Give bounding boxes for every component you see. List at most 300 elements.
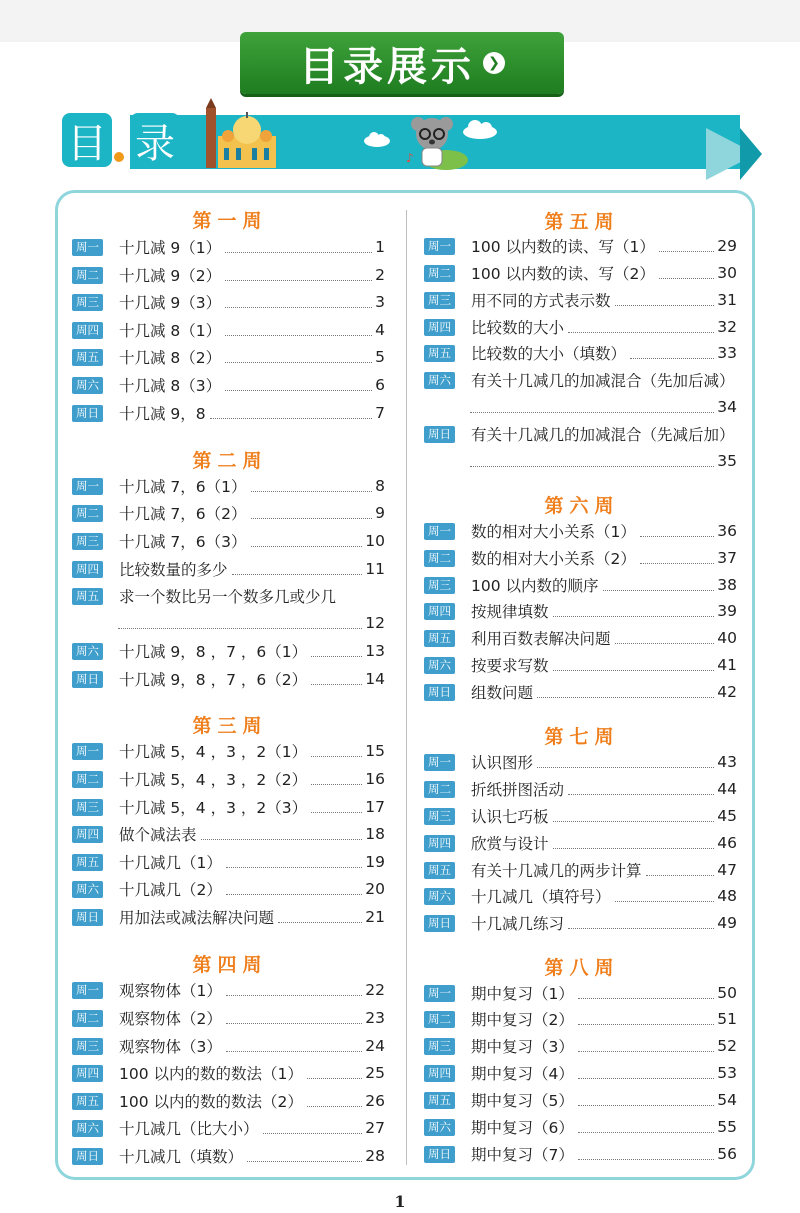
dot-leader xyxy=(659,267,714,279)
page-ref: 36 xyxy=(717,522,737,540)
toc-entry[interactable] xyxy=(72,236,385,258)
entry-title: 比较数的大小 xyxy=(471,319,565,337)
dot-leader xyxy=(247,1150,362,1162)
toc-entry[interactable] xyxy=(72,585,385,607)
day-badge: 周三 xyxy=(424,292,455,309)
toc-entry[interactable] xyxy=(424,912,737,934)
day-badge: 周一 xyxy=(72,982,103,999)
toc-entry[interactable] xyxy=(72,319,385,341)
page-ref: 14 xyxy=(365,670,385,688)
entry-title: 比较数量的多少 xyxy=(119,561,228,579)
day-badge: 周三 xyxy=(424,577,455,594)
toc-entry[interactable] xyxy=(424,1089,737,1111)
page-number: 1 xyxy=(394,1192,406,1211)
entry-title: 100 以内的数的数法（1） xyxy=(119,1065,303,1083)
day-badge: 周日 xyxy=(72,405,103,422)
day-badge: 周四 xyxy=(424,835,455,852)
day-badge: 周五 xyxy=(424,345,455,362)
entry-title: 十几减 5，4 ，3 ，2（2） xyxy=(119,771,308,789)
page-ref: 43 xyxy=(717,753,737,771)
dot-leader xyxy=(568,917,714,929)
dot-leader xyxy=(578,987,714,999)
entry-title: 利用百数表解决问题 xyxy=(471,630,611,648)
entry-title: 100 以内数的顺序 xyxy=(471,577,599,595)
toc-entry[interactable] xyxy=(72,668,385,690)
entry-title: 观察物体（2） xyxy=(119,1010,222,1028)
entry-title: 期中复习（6） xyxy=(471,1119,574,1137)
dot-leader xyxy=(225,379,372,391)
dot-leader xyxy=(263,1122,363,1134)
page-ref: 21 xyxy=(365,908,385,926)
week-title: 第三周 xyxy=(192,715,268,737)
entry-title: 欣赏与设计 xyxy=(471,835,549,853)
dot-leader xyxy=(578,1013,714,1025)
toc-entry[interactable] xyxy=(72,346,385,368)
day-badge: 周四 xyxy=(424,319,455,336)
dot-leader xyxy=(311,645,362,657)
page-ref: 47 xyxy=(717,861,737,879)
page-ref: 13 xyxy=(365,642,385,660)
dot-leader xyxy=(251,480,373,492)
page-ref: 3 xyxy=(375,293,385,311)
entry-title: 十几减几（2） xyxy=(119,881,222,899)
entry-title: 期中复习（7） xyxy=(471,1146,574,1164)
toc-entry[interactable] xyxy=(424,1062,737,1084)
toc-entry[interactable] xyxy=(72,796,385,818)
toc-entry[interactable] xyxy=(424,1116,737,1138)
page-ref: 49 xyxy=(717,914,737,932)
page-ref: 25 xyxy=(365,1064,385,1082)
day-badge: 周六 xyxy=(72,1120,103,1137)
day-badge: 周四 xyxy=(72,1065,103,1082)
dot-leader xyxy=(640,525,714,537)
entry-title: 十几减 9（3） xyxy=(119,294,222,312)
toc-entry[interactable] xyxy=(72,502,385,524)
toc-entry[interactable] xyxy=(424,832,737,854)
dot-leader xyxy=(553,837,715,849)
entry-title: 十几减 5，4 ，3 ，2（1） xyxy=(119,743,308,761)
dot-leader xyxy=(537,686,714,698)
day-badge: 周二 xyxy=(72,1010,103,1027)
day-badge: 周一 xyxy=(72,239,103,256)
page-ref: 18 xyxy=(365,825,385,843)
toc-entry[interactable] xyxy=(424,885,737,907)
entry-title: 十几减 7，6（2） xyxy=(119,505,247,523)
page-ref: 42 xyxy=(717,683,737,701)
day-badge: 周四 xyxy=(424,603,455,620)
entry-title: 求一个数比另一个数多几或少几 xyxy=(119,588,337,606)
week-title: 第八周 xyxy=(544,957,620,979)
page-ref: 22 xyxy=(365,981,385,999)
week-title: 第七周 xyxy=(544,726,620,748)
toc-entry[interactable] xyxy=(72,1035,385,1057)
dot-leader xyxy=(278,911,362,923)
entry-title: 期中复习（4） xyxy=(471,1065,574,1083)
toc-entry[interactable] xyxy=(72,979,385,1001)
day-badge: 周五 xyxy=(424,1092,455,1109)
section-banner xyxy=(240,32,564,94)
toc-entry[interactable] xyxy=(424,982,737,1004)
entry-title: 有关十几减几的两步计算 xyxy=(471,862,642,880)
toc-entry[interactable] xyxy=(424,805,737,827)
page-ref: 40 xyxy=(717,629,737,647)
toc-entry[interactable] xyxy=(424,627,737,649)
day-badge: 周四 xyxy=(72,322,103,339)
svg-text:♪: ♪ xyxy=(406,151,414,165)
dot-leader xyxy=(470,455,714,467)
dot-leader xyxy=(470,401,714,413)
dot-leader xyxy=(311,801,362,813)
cloud-icon xyxy=(362,130,392,148)
page-ref: 6 xyxy=(375,376,385,394)
dot-leader xyxy=(615,294,715,306)
entry-title: 十几减几（填数） xyxy=(119,1148,244,1166)
entry-title: 100 以内数的读、写（2） xyxy=(471,265,655,283)
entry-title: 十几减 7，6（3） xyxy=(119,533,247,551)
toc-entry[interactable] xyxy=(424,1143,737,1165)
toc-entry[interactable] xyxy=(424,316,737,338)
page-ref: 33 xyxy=(717,344,737,362)
dot-leader xyxy=(537,756,714,768)
day-badge: 周四 xyxy=(72,561,103,578)
toc-entry[interactable] xyxy=(72,264,385,286)
page-ref: 39 xyxy=(717,602,737,620)
day-badge: 周日 xyxy=(424,1146,455,1163)
banner-title: 目录展示 xyxy=(299,43,475,90)
toc-entry[interactable] xyxy=(424,778,737,800)
toc-entry[interactable] xyxy=(424,289,737,311)
dot-leader xyxy=(225,269,372,281)
day-badge: 周一 xyxy=(424,985,455,1002)
entry-title: 十几减 9（2） xyxy=(119,267,222,285)
toc-entry[interactable] xyxy=(72,1062,385,1084)
dot-leader xyxy=(578,1148,714,1160)
dot-leader xyxy=(251,507,373,519)
dot-leader xyxy=(307,1067,362,1079)
entry-title: 数的相对大小关系（2） xyxy=(471,550,636,568)
day-badge: 周五 xyxy=(72,1093,103,1110)
entry-title: 按要求写数 xyxy=(471,657,549,675)
entry-title: 认识七巧板 xyxy=(471,808,549,826)
entry-title: 认识图形 xyxy=(471,754,534,772)
page-ref: 11 xyxy=(365,560,385,578)
dot-leader xyxy=(311,773,362,785)
week-title: 第四周 xyxy=(192,954,268,976)
dot-leader xyxy=(226,883,362,895)
entry-title: 期中复习（3） xyxy=(471,1038,574,1056)
entry-title: 组数问题 xyxy=(471,684,534,702)
dot-leader xyxy=(225,296,372,308)
toc-entry[interactable] xyxy=(72,823,385,845)
entry-title: 十几减 5，4 ，3 ，2（3） xyxy=(119,799,308,817)
page-ref: 30 xyxy=(717,264,737,282)
day-badge: 周日 xyxy=(424,684,455,701)
day-badge: 周一 xyxy=(424,238,455,255)
toc-entry[interactable] xyxy=(72,1117,385,1139)
toc-entry[interactable] xyxy=(424,1035,737,1057)
toc-entry[interactable] xyxy=(72,768,385,790)
toc-entry[interactable] xyxy=(72,530,385,552)
toc-entry[interactable] xyxy=(72,878,385,900)
toc-entry[interactable] xyxy=(72,906,385,928)
page-ref: 1 xyxy=(375,238,385,256)
page-ref: 37 xyxy=(717,549,737,567)
toc-entry[interactable] xyxy=(424,520,737,542)
day-badge: 周三 xyxy=(72,1038,103,1055)
day-badge: 周一 xyxy=(72,478,103,495)
chevron-down-icon: ❯ xyxy=(483,52,505,74)
entry-title: 有关十几减几的加减混合（先加后减） xyxy=(471,372,735,390)
week-title: 第五周 xyxy=(544,211,620,233)
entry-title: 期中复习（2） xyxy=(471,1011,574,1029)
dot-leader xyxy=(225,351,372,363)
page-ref: 48 xyxy=(717,887,737,905)
toc-entry[interactable] xyxy=(72,402,385,424)
page-ref: 44 xyxy=(717,780,737,798)
day-badge: 周二 xyxy=(424,781,455,798)
day-badge: 周六 xyxy=(424,1119,455,1136)
toc-entry[interactable] xyxy=(72,740,385,762)
page-ref: 24 xyxy=(365,1037,385,1055)
mulu-char-2: 录 xyxy=(135,120,175,167)
entry-title: 期中复习（1） xyxy=(471,985,574,1003)
toc-entry[interactable] xyxy=(424,859,737,881)
toc-entry[interactable] xyxy=(424,681,737,703)
entry-title: 十几减 7，6（1） xyxy=(119,478,247,496)
toc-entry[interactable] xyxy=(72,1145,385,1167)
dot-leader xyxy=(307,1095,362,1107)
day-badge: 周六 xyxy=(72,377,103,394)
week-title: 第一周 xyxy=(192,210,268,232)
entry-title: 十几减 8（3） xyxy=(119,377,222,395)
day-badge: 周二 xyxy=(72,267,103,284)
entry-title: 十几减 9，8 ，7 ，6（2） xyxy=(119,671,308,689)
toc-entry[interactable] xyxy=(72,291,385,313)
dot-leader xyxy=(225,324,372,336)
entry-title: 用加法或减法解决问题 xyxy=(119,909,275,927)
dot-leader xyxy=(646,864,715,876)
mulu-char-box-2 xyxy=(130,113,180,167)
day-badge: 周日 xyxy=(72,909,103,926)
day-badge: 周五 xyxy=(72,349,103,366)
toc-entry[interactable] xyxy=(424,1008,737,1030)
dot-leader xyxy=(311,745,362,757)
dot-leader xyxy=(226,856,362,868)
mulu-char-box-1 xyxy=(62,113,112,167)
day-badge: 周六 xyxy=(424,888,455,905)
dot-leader xyxy=(226,1040,362,1052)
day-badge: 周六 xyxy=(72,881,103,898)
page-ref: 27 xyxy=(365,1119,385,1137)
page-ref: 34 xyxy=(717,398,737,416)
day-badge: 周二 xyxy=(424,1011,455,1028)
day-badge: 周二 xyxy=(72,505,103,522)
day-badge: 周日 xyxy=(72,1148,103,1165)
week-title: 第二周 xyxy=(192,450,268,472)
dot-leader xyxy=(201,828,363,840)
day-badge: 周三 xyxy=(424,1038,455,1055)
entry-title: 按规律填数 xyxy=(471,603,549,621)
day-badge: 周四 xyxy=(72,826,103,843)
entry-title: 做个减法表 xyxy=(119,826,197,844)
toc-entry[interactable] xyxy=(424,235,737,257)
dot-leader xyxy=(210,407,372,419)
entry-title: 十几减 8（2） xyxy=(119,349,222,367)
page-ref: 5 xyxy=(375,348,385,366)
toc-entry-continuation xyxy=(118,612,385,634)
day-badge: 周五 xyxy=(72,854,103,871)
day-badge: 周二 xyxy=(72,771,103,788)
toc-entry[interactable] xyxy=(72,475,385,497)
toc-entry[interactable] xyxy=(72,640,385,662)
day-badge: 周六 xyxy=(72,643,103,660)
day-badge: 周二 xyxy=(424,550,455,567)
page-ref: 12 xyxy=(365,614,385,632)
entry-title: 比较数的大小（填数） xyxy=(471,345,627,363)
page-ref: 50 xyxy=(717,984,737,1002)
dot-leader xyxy=(553,605,715,617)
page-ref: 46 xyxy=(717,834,737,852)
entry-title: 100 以内的数的数法（2） xyxy=(119,1093,303,1111)
mulu-char-1: 目 xyxy=(67,120,107,167)
day-badge: 周三 xyxy=(72,799,103,816)
dot-leader xyxy=(615,890,715,902)
entry-title: 100 以内数的读、写（1） xyxy=(471,238,655,256)
entry-title: 十几减 9，8 ，7 ，6（1） xyxy=(119,643,308,661)
entry-title: 十几减 9，8 xyxy=(119,405,206,423)
toc-entry[interactable] xyxy=(424,262,737,284)
page-ref: 32 xyxy=(717,318,737,336)
day-badge: 周五 xyxy=(72,588,103,605)
entry-title: 折纸拼图活动 xyxy=(471,781,565,799)
page-ref: 29 xyxy=(717,237,737,255)
day-badge: 周六 xyxy=(424,657,455,674)
page-ref: 52 xyxy=(717,1037,737,1055)
page-ref: 53 xyxy=(717,1064,737,1082)
week-title: 第六周 xyxy=(544,495,620,517)
page-ref: 2 xyxy=(375,266,385,284)
toc-entry[interactable] xyxy=(424,574,737,596)
page-ref: 10 xyxy=(365,532,385,550)
toc-entry[interactable] xyxy=(424,369,737,391)
page-ref: 35 xyxy=(717,452,737,470)
dot-leader xyxy=(226,1012,362,1024)
page-ref: 23 xyxy=(365,1009,385,1027)
entry-title: 用不同的方式表示数 xyxy=(471,292,611,310)
entry-title: 期中复习（5） xyxy=(471,1092,574,1110)
entry-title: 有关十几减几的加减混合（先减后加） xyxy=(471,426,735,444)
page-ref: 54 xyxy=(717,1091,737,1109)
day-badge: 周一 xyxy=(72,743,103,760)
toc-entry[interactable] xyxy=(72,558,385,580)
mulu-dot xyxy=(114,152,124,162)
column-divider xyxy=(406,210,407,1165)
dot-leader xyxy=(251,535,363,547)
toc-entry[interactable] xyxy=(424,547,737,569)
page-ref: 28 xyxy=(365,1147,385,1165)
dot-leader xyxy=(578,1040,714,1052)
dot-leader xyxy=(640,552,714,564)
page-ref: 16 xyxy=(365,770,385,788)
page-ref: 31 xyxy=(717,291,737,309)
dot-leader xyxy=(578,1121,714,1133)
toc-entry-continuation xyxy=(470,450,737,472)
day-badge: 周二 xyxy=(424,265,455,282)
dot-leader xyxy=(603,579,715,591)
entry-title: 数的相对大小关系（1） xyxy=(471,523,636,541)
day-badge: 周五 xyxy=(424,862,455,879)
day-badge: 周六 xyxy=(424,372,455,389)
page-ref: 19 xyxy=(365,853,385,871)
toc-entry[interactable] xyxy=(72,1007,385,1029)
toc-entry[interactable] xyxy=(72,1090,385,1112)
entry-title: 十几减 9（1） xyxy=(119,239,222,257)
dot-leader xyxy=(553,659,715,671)
day-badge: 周三 xyxy=(72,294,103,311)
page-ref: 38 xyxy=(717,576,737,594)
page-ref: 8 xyxy=(375,477,385,495)
day-badge: 周日 xyxy=(424,426,455,443)
dot-leader xyxy=(118,617,362,629)
dot-leader xyxy=(578,1067,714,1079)
dot-leader xyxy=(630,347,714,359)
dot-leader xyxy=(615,632,715,644)
day-badge: 周五 xyxy=(424,630,455,647)
toc-entry[interactable] xyxy=(424,600,737,622)
page-ref: 20 xyxy=(365,880,385,898)
entry-title: 观察物体（1） xyxy=(119,982,222,1000)
entry-title: 十几减几（1） xyxy=(119,854,222,872)
page-ref: 41 xyxy=(717,656,737,674)
dot-leader xyxy=(232,563,363,575)
castle-icon xyxy=(200,98,280,170)
day-badge: 周日 xyxy=(72,671,103,688)
dot-leader xyxy=(226,984,362,996)
entry-title: 观察物体（3） xyxy=(119,1038,222,1056)
dot-leader xyxy=(578,1094,714,1106)
toc-entry[interactable] xyxy=(424,423,737,445)
dot-leader xyxy=(311,673,362,685)
page-ref: 17 xyxy=(365,798,385,816)
toc-entry[interactable] xyxy=(72,851,385,873)
page-ref: 9 xyxy=(375,504,385,522)
page-ref: 15 xyxy=(365,742,385,760)
dot-leader xyxy=(553,810,715,822)
day-badge: 周四 xyxy=(424,1065,455,1082)
page-ref: 51 xyxy=(717,1010,737,1028)
page-ref: 55 xyxy=(717,1118,737,1136)
toc-entry[interactable] xyxy=(424,654,737,676)
toc-entry[interactable] xyxy=(72,374,385,396)
toc-entry[interactable] xyxy=(424,751,737,773)
toc-entry[interactable] xyxy=(424,342,737,364)
page-ref: 45 xyxy=(717,807,737,825)
day-badge: 周一 xyxy=(424,523,455,540)
entry-title: 十几减几（填符号） xyxy=(471,888,611,906)
dot-leader xyxy=(659,240,714,252)
day-badge: 周日 xyxy=(424,915,455,932)
dot-leader xyxy=(225,241,372,253)
toc-entry-continuation xyxy=(470,396,737,418)
koala-icon xyxy=(402,112,468,170)
entry-title: 十几减几（比大小） xyxy=(119,1120,259,1138)
page-ref: 56 xyxy=(717,1145,737,1163)
page-ref: 7 xyxy=(375,404,385,422)
day-badge: 周一 xyxy=(424,754,455,771)
entry-title: 十几减 8（1） xyxy=(119,322,222,340)
day-badge: 周三 xyxy=(424,808,455,825)
dot-leader xyxy=(568,783,714,795)
